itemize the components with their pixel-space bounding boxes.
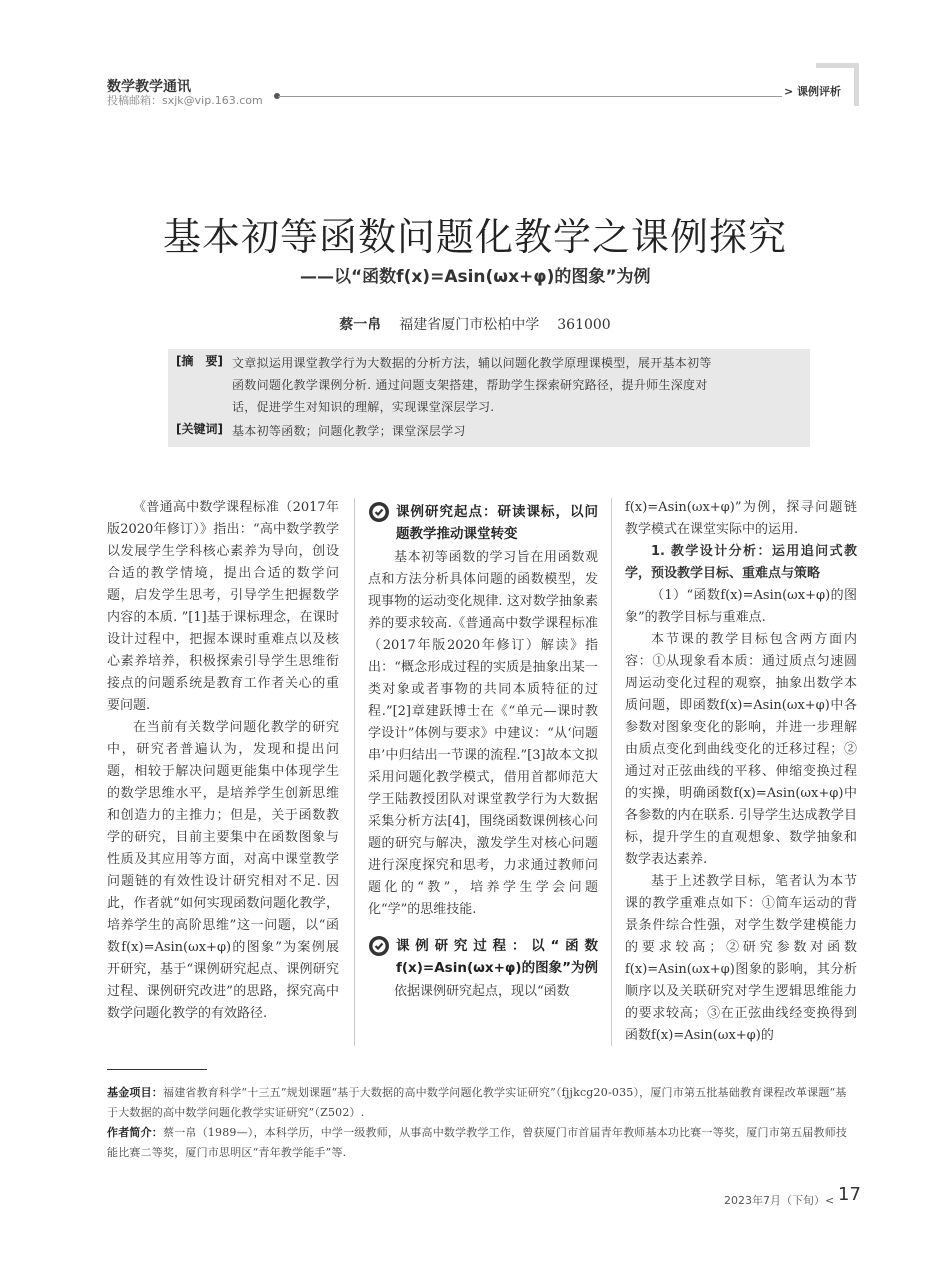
article-subtitle: ——以“函数f(x)=Asin(ωx+φ)的图象”为例 bbox=[300, 267, 651, 287]
section-heading-2 bbox=[368, 935, 598, 979]
column-divider bbox=[354, 498, 355, 1046]
funding-footnote bbox=[107, 1083, 857, 1123]
body-paragraph: 本节课的教学目标包含两方面内容：①从现象看本质：通过质点匀速圆周运动变化过程的观察，抽象出数学本质问题，即函数f(x)=Asin(ωx+φ)中各参数对图象变化的影响，并进一步理解由质点变化到曲线变化的迁移过程；②通过对正弦曲线的平移、伸缩变换过程的实操，明确函数f(x)=Asin(ωx+φ)中各参数的内在联系. 引导学生达成教学目标，提升学生的直观想象、数学抽象和数学表达素养. bbox=[625, 632, 857, 867]
body-paragraph: f(x)=Asin(ωx+φ)”为例，探寻问题链教学模式在课堂实际中的运用. bbox=[625, 500, 857, 537]
bio-text: 蔡一帛（1989—），本科学历，中学一级教师，从事高中数学教学工作，曾获厦门市首届青年教师基本功比赛一等奖，厦门市第五届教师技能比赛二等奖，厦门市思明区“青年教学能手”等. bbox=[107, 1126, 848, 1159]
submission-email: 投稿邮箱：sxjk@vip.163.com bbox=[107, 94, 263, 107]
page-number: 17 bbox=[838, 1184, 861, 1205]
body-paragraph: 基本初等函数的学习旨在用函数观点和方法分析具体问题的函数模型，发现事物的运动变化规律. 这对数学抽象素养的要求较高.《普通高中数学课程标准（2017年版2020年修订）解读》指出：“概念形成过程的实质是抽象出某一类对象或者事物的共同本质特征的过程.”[2]章建跃博士在《“单元—课时教学设计”体例与要求》中建议：“从‘问题串’中归结出一节课的流程.”[3]故本文拟采用问题化教学模式，借用首都师范大学王陆教授团队对课堂教学行为大数据采集分析方法[4]，围绕函数课例核心问题的研究与解决，激发学生对核心问题进行深度探究和思考，力求通过教师问题化的“教”，培养学生学会问题化“学”的思维技能. bbox=[368, 550, 598, 917]
abstract-line: 函数问题化教学课例分析. 通过问题支架搭建，帮助学生探索研究路径，提升师生深度对 bbox=[232, 378, 708, 392]
body-paragraph: 在当前有关数学问题化教学的研究中，研究者普遍认为，发现和提出问题，相较于解决问题更能集中体现学生的数学思维水平，是培养学生创新思维和创造力的主推力；但是，关于函数教学的研究，目前主要集中在函数图象与性质及其应用等方面，对高中课堂教学问题链的有效性设计研究相对不足. 因此，作者就“如何实现函数问题化教学，培养学生的高阶思维”这一问题，以“函数f(x)=Asin(ωx+φ)的图象”为案例展开研究，基于“课例研究起点、课例研究过程、课例研究改进”的思路，探究高中数学问题化教学的有效路径. bbox=[107, 720, 339, 1021]
footnote-rule bbox=[107, 1069, 207, 1070]
section-heading-1 bbox=[368, 501, 598, 545]
author-name: 蔡一帛 bbox=[339, 317, 382, 333]
author-line bbox=[0, 314, 950, 334]
funding-label: 基金项目： bbox=[107, 1086, 163, 1099]
section-badge-icon bbox=[368, 501, 390, 523]
issue-date: 2023年7月（下旬）< bbox=[724, 1194, 835, 1207]
postal-code: 361000 bbox=[557, 317, 611, 333]
body-paragraph: 基于上述教学目标，笔者认为本节课的教学重难点如下：①简车运动的背景条件综合性强，对学生数学建模能力的要求较高；②研究参数对函数f(x)=Asin(ωx+φ)图象的影响，其分析顺序以及关联研究对学生逻辑思维能力的要求较高；③在正弦曲线经变换得到函数f(x)=Asin(ωx+φ)的 bbox=[625, 874, 857, 1043]
section-heading-text: 课例研究起点：研读课标，以问题教学推动课堂转变 bbox=[396, 504, 598, 542]
section-label: > 课例评析 bbox=[784, 85, 842, 98]
body-column-3 bbox=[625, 497, 857, 1047]
keywords-text: 基本初等函数；问题化教学；课堂深层学习 bbox=[232, 424, 466, 438]
keywords-label: [关键词] bbox=[176, 422, 223, 436]
author-affiliation: 福建省厦门市松柏中学 bbox=[399, 317, 540, 333]
body-paragraph: （1）“函数f(x)=Asin(ωx+φ)的图象”的教学目标与重难点. bbox=[625, 588, 857, 625]
abstract-line: 话，促进学生对知识的理解，实现课堂深层学习. bbox=[232, 400, 495, 414]
header-rule bbox=[278, 96, 818, 97]
body-paragraph: 依据课例研究起点，现以“函数 bbox=[394, 984, 570, 999]
column-divider bbox=[611, 498, 612, 1046]
bio-label: 作者简介： bbox=[107, 1126, 163, 1139]
journal-name: 数学教学通讯 bbox=[107, 79, 191, 95]
abstract-line: 文章拟运用课堂教学行为大数据的分析方法，辅以问题化教学原理课模型，展开基本初等 bbox=[232, 356, 712, 370]
subsection-heading: 1. 教学设计分析：运用追问式教学，预设教学目标、重难点与策略 bbox=[625, 544, 857, 581]
section-badge-icon bbox=[368, 935, 390, 957]
abstract-label: [摘 要] bbox=[176, 354, 223, 368]
author-bio-footnote bbox=[107, 1123, 857, 1163]
funding-text: 福建省教育科学“十三五”规划课题“基于大数据的高中数学问题化教学实证研究”（fjjkcg20-035），厦门市第五批基础教育课程改革课题“基于大数据的高中数学问题化教学实证研究”（Z502）. bbox=[107, 1086, 847, 1119]
body-column-1 bbox=[107, 497, 339, 1025]
article-title: 基本初等函数问题化教学之课例探究 bbox=[162, 215, 787, 259]
body-column-2 bbox=[368, 497, 598, 1003]
body-paragraph: 《普通高中数学课程标准（2017年版2020年修订）》指出：“高中数学教学以发展学生学科核心素养为导向，创设合适的教学情境，提出合适的数学问题，启发学生思考，引导学生把握数学内容的本质. ”[1]基于课标理念，在课时设计过程中，把握本课时重难点以及核心素养培养，积极探索引导学生思维衔接点的问题系统是教育工作者关心的重要问题. bbox=[107, 500, 339, 713]
abstract-panel bbox=[168, 349, 810, 447]
section-heading-text: 课例研究过程：以“函数f(x)=Asin(ωx+φ)的图象”为例 bbox=[396, 938, 598, 976]
